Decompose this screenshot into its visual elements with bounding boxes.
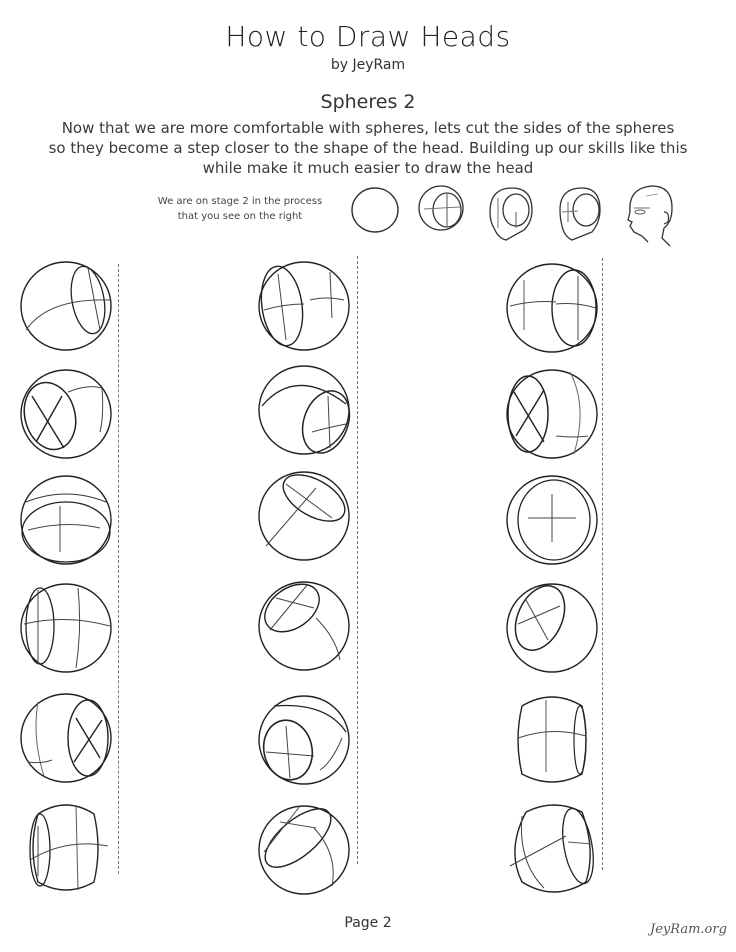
practice-sphere (256, 692, 352, 788)
column-separator (118, 264, 119, 874)
stage-note-line: We are on stage 2 in the process (157, 196, 323, 207)
intro-paragraph (30, 118, 706, 178)
practice-sphere (256, 258, 352, 354)
practice-sphere (504, 366, 600, 462)
practice-sphere (18, 472, 114, 568)
intro-line: so they become a step closer to the shape of the head. Building up our skills like this (48, 139, 688, 157)
practice-sphere (504, 802, 600, 898)
column-separator (602, 258, 603, 870)
practice-sphere (18, 800, 114, 896)
section-subtitle: Spheres 2 (320, 91, 416, 113)
stage-note (130, 194, 350, 224)
practice-sphere (256, 468, 352, 564)
page-number: Page 2 (344, 915, 392, 931)
finished-head-icon (620, 182, 678, 252)
sphere-with-jaw-icon (484, 182, 538, 248)
practice-sphere (256, 802, 352, 898)
head-block-icon (552, 182, 606, 248)
practice-sphere (256, 362, 352, 458)
column-separator (357, 256, 358, 864)
practice-sphere (18, 580, 114, 676)
intro-line: Now that we are more comfortable with spheres, lets cut the sides of the spheres (61, 119, 675, 137)
practice-sphere (504, 692, 600, 788)
plain-circle-icon (348, 182, 402, 242)
practice-sphere (504, 580, 600, 676)
practice-sphere (18, 690, 114, 786)
cut-sphere-icon (416, 182, 470, 242)
author-byline: by JeyRam (330, 57, 406, 73)
practice-sphere (256, 578, 352, 674)
intro-line: while make it much easier to draw the head (202, 159, 534, 177)
practice-sphere (504, 260, 600, 356)
site-signature: JeyRam.org (650, 922, 727, 937)
page-title: How to Draw Heads (225, 20, 511, 53)
process-stages (346, 182, 686, 252)
practice-sphere (18, 366, 114, 462)
stage-note-line: that you see on the right (177, 211, 303, 222)
practice-sphere (18, 258, 114, 354)
practice-sphere (504, 472, 600, 568)
